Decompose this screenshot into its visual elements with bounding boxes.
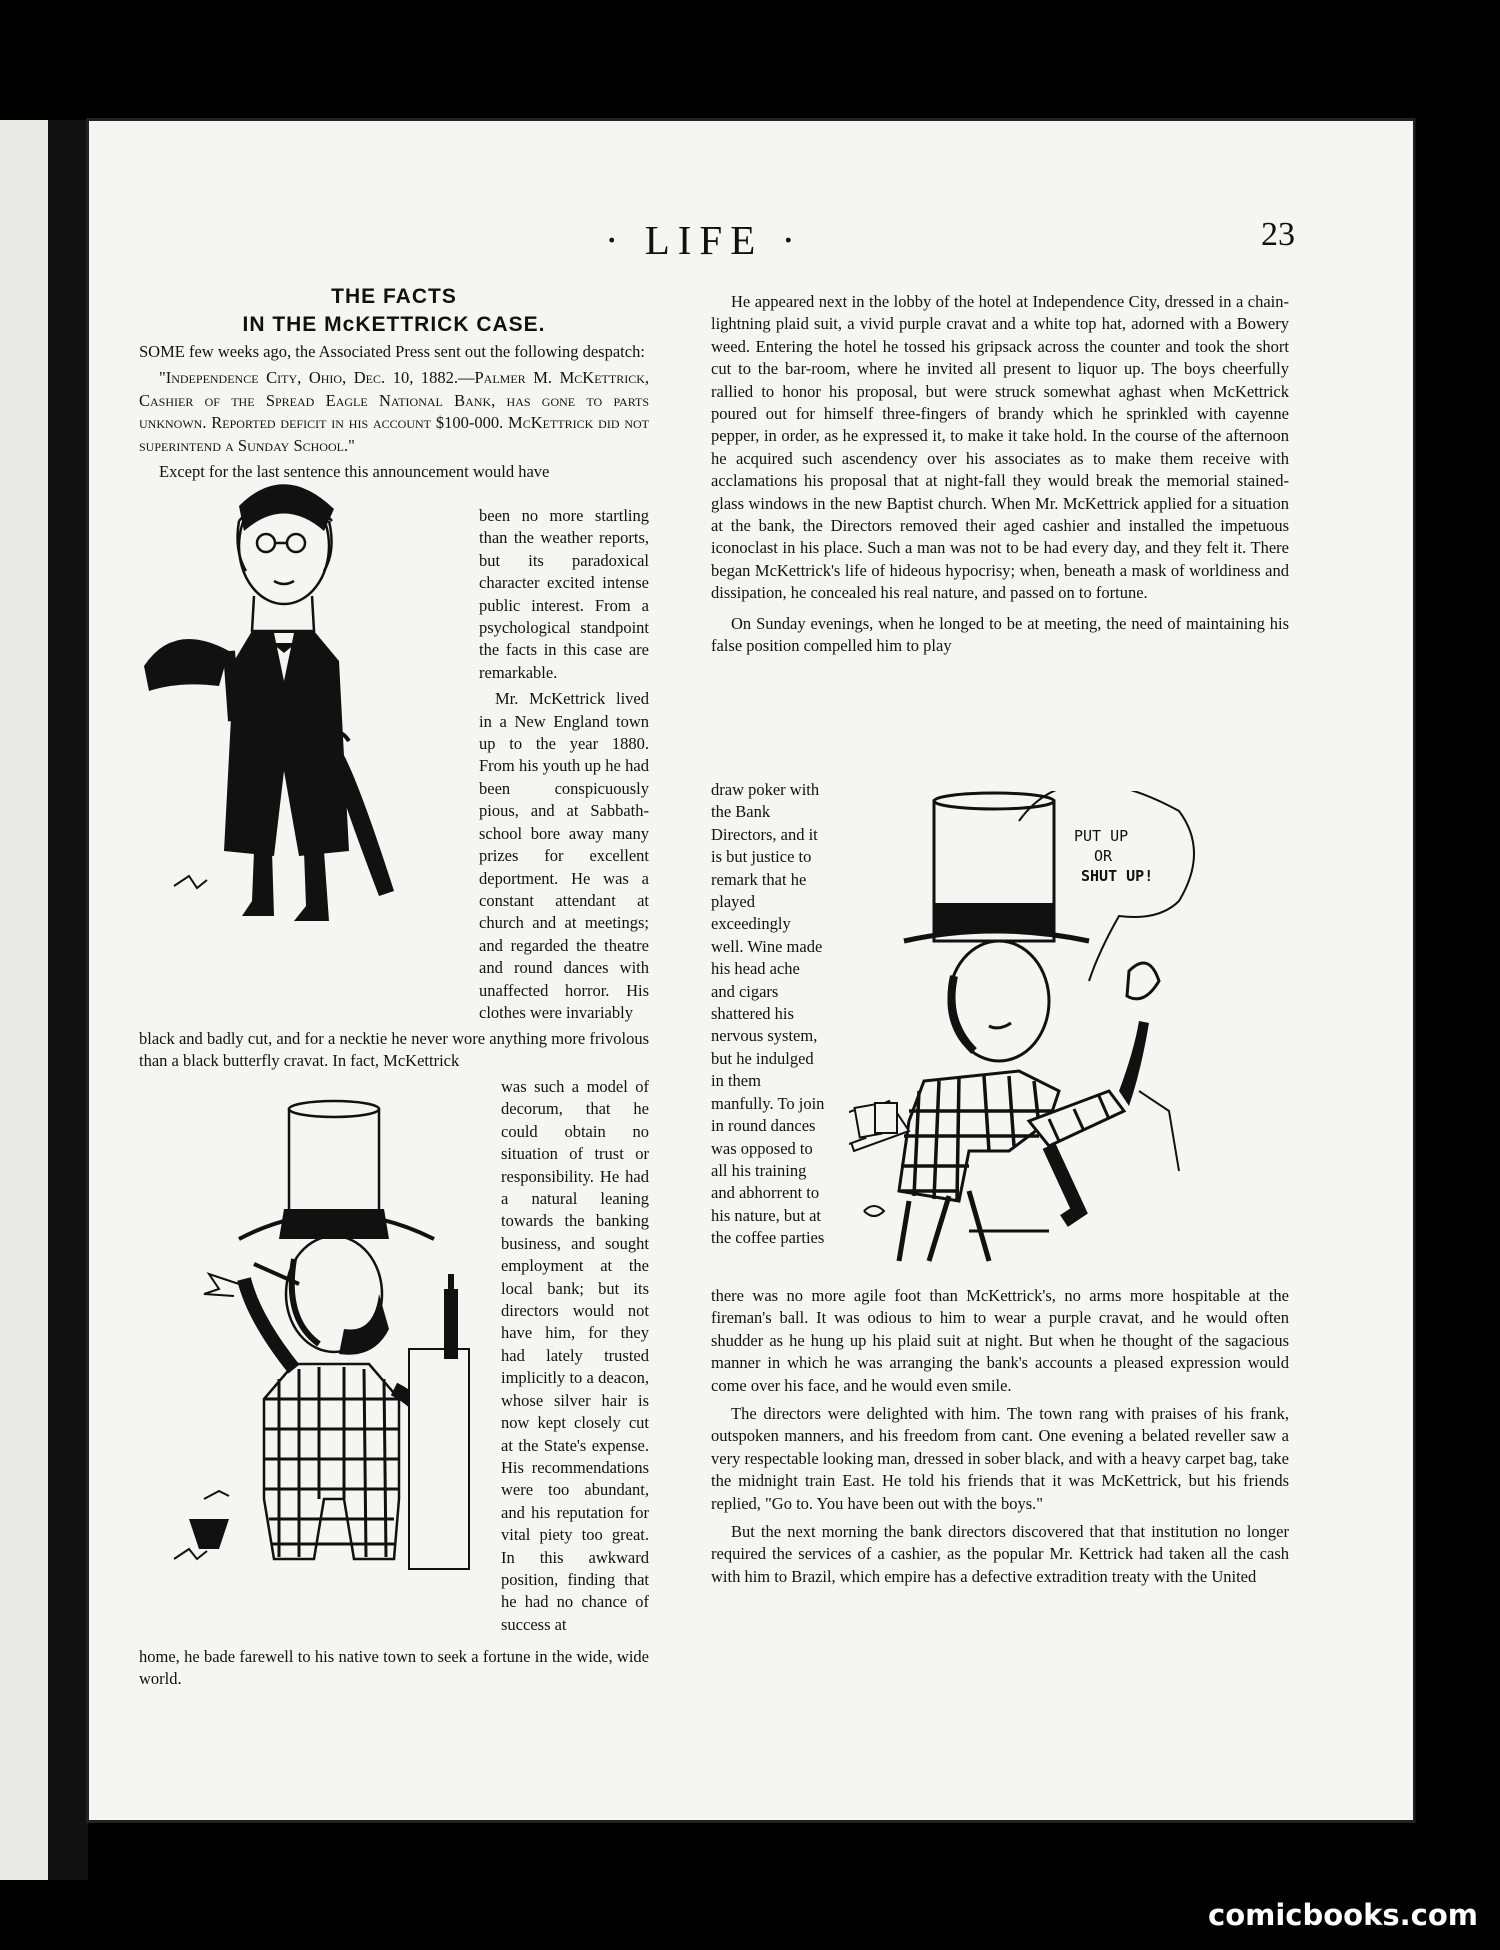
article-title-line2: IN THE McKETTRICK CASE. bbox=[242, 313, 546, 336]
right-paragraph-2-wrap: draw poker with the Bank Directors, and it is but justice to remark that he played exceedingly well. Wine made his head ache and cigars shattered his nervous system, but he indulged in them manfully. To join in round dances was opposed to all his training and abhorrent to his nature, but at the coffee parties bbox=[711, 780, 825, 1248]
article-title-line1: THE FACTS bbox=[331, 285, 457, 308]
paragraph-1-wrap: been no more startling than the weather reports, but its paradoxical character excited intense public interest. From a psychological standpoint the facts in this case are remarkable. bbox=[479, 506, 649, 682]
illustration-dandy-mckettrick bbox=[144, 1079, 484, 1579]
speech-line-1: PUT UP bbox=[1074, 827, 1129, 845]
right-paragraph-1: He appeared next in the lobby of the hotel at Independence City, dressed in a chain-lightning plaid suit, a vivid purple cravat and a white top hat, adorned with a Bowery weed. Entering the hotel he tossed his gripsack across the counter and took the short cut to the bar-room, where he invited all present to liquor up. The boys cheerfully rallied to honor his proposal, but were struck somewhat aghast when McKettrick poured out for himself three-fingers of brandy which he sprinkled with cayenne pepper, in order, as he expressed it, to make it take hold. In the course of the afternoon he acquired such ascendency over his associates as to make them receive with acclamations his proposal that at night-fall they would break the memorial stained-glass windows in the new Baptist church. When Mr. McKettrick applied for a situation at the bank, the Directors removed their aged cashier and installed the impetuous iconoclast in his place. Such a man was not to be had every day, and they felt it. There began McKettrick's life of hideous hypocrisy; when, beneath a mask of worldiness and dissipation, he concealed his real nature, and passed on to fortune. bbox=[711, 292, 1289, 603]
intro-text: SOME few weeks ago, the Associated Press sent out the following despatch: bbox=[139, 342, 645, 361]
right-paragraph-2-rest: there was no more agile foot than McKettrick's, no arms more hospitable at the fireman's ball. It was odious to him to wear a purple cravat, and he would often shudder as he hung up his plaid suit at night. But when he thought of the sagacious manner in which he was arranging the bank's accounts a pleased expression would come over his face, and he would even smile. bbox=[711, 1286, 1289, 1395]
right-column-top bbox=[711, 291, 1289, 662]
paragraph-3-full: home, he bade farewell to his native town to seek a fortune in the wide, wide world. bbox=[139, 1647, 649, 1689]
binding-gutter bbox=[48, 120, 88, 1880]
paragraph-3-wrap: was such a model of decorum, that he could obtain no situation of trust or responsibility. He had a natural leaning towards the banking business, and sought employment at the local bank; but its directors would not have him, for they had lately trusted implicitly to a deacon, whose silver hair is now kept closely cut at the State's expense. His recommendations were too abundant, and his reputation for vital piety too great. In this awkward position, finding that he had no chance of success at bbox=[501, 1077, 649, 1634]
dandy-mckettrick-drawing bbox=[144, 1079, 484, 1579]
despatch-quote: "Independence City, Ohio, Dec. 10, 1882.—Palmer M. McKettrick, Cashier of the Spread Eagle National Bank, has gone to parts unknown. Reported deficit in his account $100-000. McKettrick did not superintend a Sunday School." bbox=[139, 368, 649, 455]
right-paragraph-2-start: On Sunday evenings, when he longed to be at meeting, the need of maintaining his false position compelled him to play bbox=[711, 613, 1289, 656]
page-number: 23 bbox=[1261, 216, 1295, 253]
watermark: comicbooks.com bbox=[1208, 1898, 1478, 1932]
paragraph-2-full: black and badly cut, and for a necktie he never wore anything more frivolous than a black butterfly cravat. In fact, McKettrick bbox=[139, 1029, 649, 1071]
paragraph-2-wrap: Mr. McKettrick lived in a New England town up to the year 1880. From his youth up he had been conspicuously pious, and at Sabbath-school bore away many prizes for excellent deportment. He was a constant attendant at church and at meetings; and regarded the theatre and round dances with unaffected horror. His clothes were invariably bbox=[479, 689, 649, 1022]
left-bottom-text bbox=[139, 1646, 649, 1691]
right-paragraph-3: The directors were delighted with him. The town rang with praises of his frank, outspoken manners, and his freedom from cant. One evening a belated reveller saw a very respectable looking man, dressed in sober black, and with a heavy carpet bag, take the midnight train East. He told his friends that it was McKettrick, but his friends replied, "Go to. You have been out with the boys." bbox=[711, 1404, 1289, 1513]
left-full-width-text bbox=[139, 1028, 649, 1073]
pious-mckettrick-drawing bbox=[134, 421, 474, 941]
facing-page-edge bbox=[0, 120, 48, 1880]
illustration-poker-player bbox=[849, 791, 1269, 1281]
speech-line-3: SHUT UP! bbox=[1081, 867, 1154, 885]
speech-line-2: OR bbox=[1094, 847, 1113, 865]
page-header bbox=[89, 216, 1413, 276]
right-column-bottom bbox=[711, 1285, 1289, 1592]
magazine-page bbox=[86, 118, 1416, 1823]
masthead: · LIFE · bbox=[604, 217, 804, 263]
left-wrapped-text-1 bbox=[479, 505, 649, 1024]
article-intro bbox=[139, 341, 649, 363]
paragraph-1-start: Except for the last sentence this announcement would have bbox=[159, 462, 550, 482]
page-edge bbox=[1415, 118, 1416, 1823]
poker-player-drawing bbox=[849, 791, 1269, 1281]
right-wrapped-text bbox=[711, 779, 825, 1250]
left-wrapped-text-2 bbox=[501, 1076, 649, 1636]
illustration-pious-mckettrick bbox=[134, 421, 474, 941]
right-paragraph-4: But the next morning the bank directors discovered that that institution no longer required the services of a cashier, as the popular Mr. Kettrick had taken all the cash with him to Brazil, which empire has a defective extradition treaty with the United bbox=[711, 1522, 1289, 1586]
